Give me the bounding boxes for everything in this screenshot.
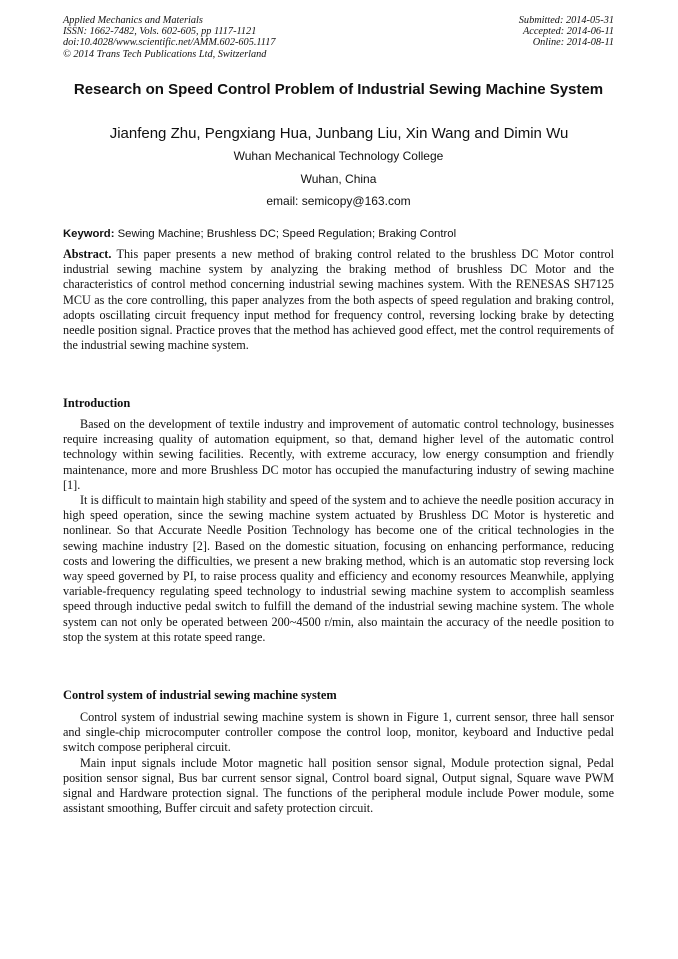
affiliation-email: email: semicopy@163.com xyxy=(266,194,411,208)
abstract-text: This paper presents a new method of braking control related to the brushless DC Motor control industrial sewing machine system by analyzing the braking method of brushless DC Motor and the characteristics of control method concerning industrial sewing machines system. With the RENESAS SH7125 MCU as the core controlling, this paper analyzes from the both aspects of speed regulation and braking control, adopts oscillating circuit frequency input method for frequency control, reversing locking brake by detecting needle position signal. Practice proves that the method has achieved good effect, met the control requirements of the industrial sewing machine system. xyxy=(63,247,614,353)
journal-name: Applied Mechanics and Materials xyxy=(63,15,203,26)
paper-title: Research on Speed Control Problem of Industrial Sewing Machine System xyxy=(73,81,604,98)
keywords-label: Keyword: xyxy=(63,228,115,240)
abstract xyxy=(63,247,614,353)
paragraph: It is difficult to maintain high stability and speed of the system and to achieve the needle position accuracy in high speed operation, since the sewing machine system actuated by Brushless DC Motor is hysteretic and nonlinear. So that Accurate Needle Position Technology has become one of the critical technologies in the sewing machine industry [2]. Based on the domestic situation, focusing on enhancing performance, reducing costs and lowering the difficulties, we present a new braking method, which is an automatic stop reversing lock way speed governed by PI, to raise process quality and efficiency and economy resources Meanwhile, applying variable-frequency regulating speed technology to industrial sewing machine system to accomplish seamless speed through inductive pedal switch to fulfill the demand of the industrial sewing machine system. The whole system can not only be operated between 200~4500 r/min, also maintain the accuracy of the needle position to stop the system at this rotate speed range. xyxy=(63,493,614,644)
affiliation-location: Wuhan, China xyxy=(300,172,377,186)
journal-info xyxy=(63,15,276,60)
paragraph: Control system of industrial sewing machine system is shown in Figure 1, current sensor, three hall sensor and single-chip microcomputer controller compose the control loop, monitor, keyboard and Inductive pedal switch compose peripheral circuit. xyxy=(63,710,614,755)
section-heading-control-system: Control system of industrial sewing machine system xyxy=(63,688,337,702)
keywords-text: Sewing Machine; Brushless DC; Speed Regulation; Braking Control xyxy=(117,228,457,240)
paragraph: Based on the development of textile industry and improvement of automatic control technology, businesses require increasing quality of automation equipment, so that, demand higher level of the automatic control technology within sewing facilities. Recently, with extreme accuracy, low energy consumption and friendly maintenance, more and more Brushless DC motor has occupied the manufacturing industry of sewing machine [1]. xyxy=(63,417,614,492)
abstract-label: Abstract. xyxy=(63,247,112,261)
section-control-system xyxy=(63,710,614,816)
date-online: Online: 2014-08-11 xyxy=(532,37,614,49)
paragraph: Main input signals include Motor magnetic hall position sensor signal, Module protection signal, Pedal position sensor signal, Bus bar current sensor signal, Control board signal, Output signal, Square wave PWM signal and Hardware protection signal. The functions of the peripheral module include Power module, some assistant smoothing, Buffer circuit and safety protection circuit. xyxy=(63,755,614,816)
date-submitted: Submitted: 2014-05-31 xyxy=(518,15,614,26)
affiliation-institution: Wuhan Mechanical Technology College xyxy=(233,149,444,163)
journal-doi: doi:10.4028/www.scientific.net/AMM.602-605.1117 xyxy=(63,37,276,49)
journal-copyright: © 2014 Trans Tech Publications Ltd, Switzerland xyxy=(63,48,267,60)
date-accepted: Accepted: 2014-06-11 xyxy=(522,26,614,38)
section-heading-introduction: Introduction xyxy=(63,396,131,410)
journal-issn: ISSN: 1662-7482, Vols. 602-605, pp 1117-1121 xyxy=(63,26,257,38)
author-list: Jianfeng Zhu, Pengxiang Hua, Junbang Liu, Xin Wang and Dimin Wu xyxy=(109,125,569,142)
publication-dates xyxy=(519,15,614,49)
keywords xyxy=(63,227,614,241)
section-introduction xyxy=(63,417,614,645)
